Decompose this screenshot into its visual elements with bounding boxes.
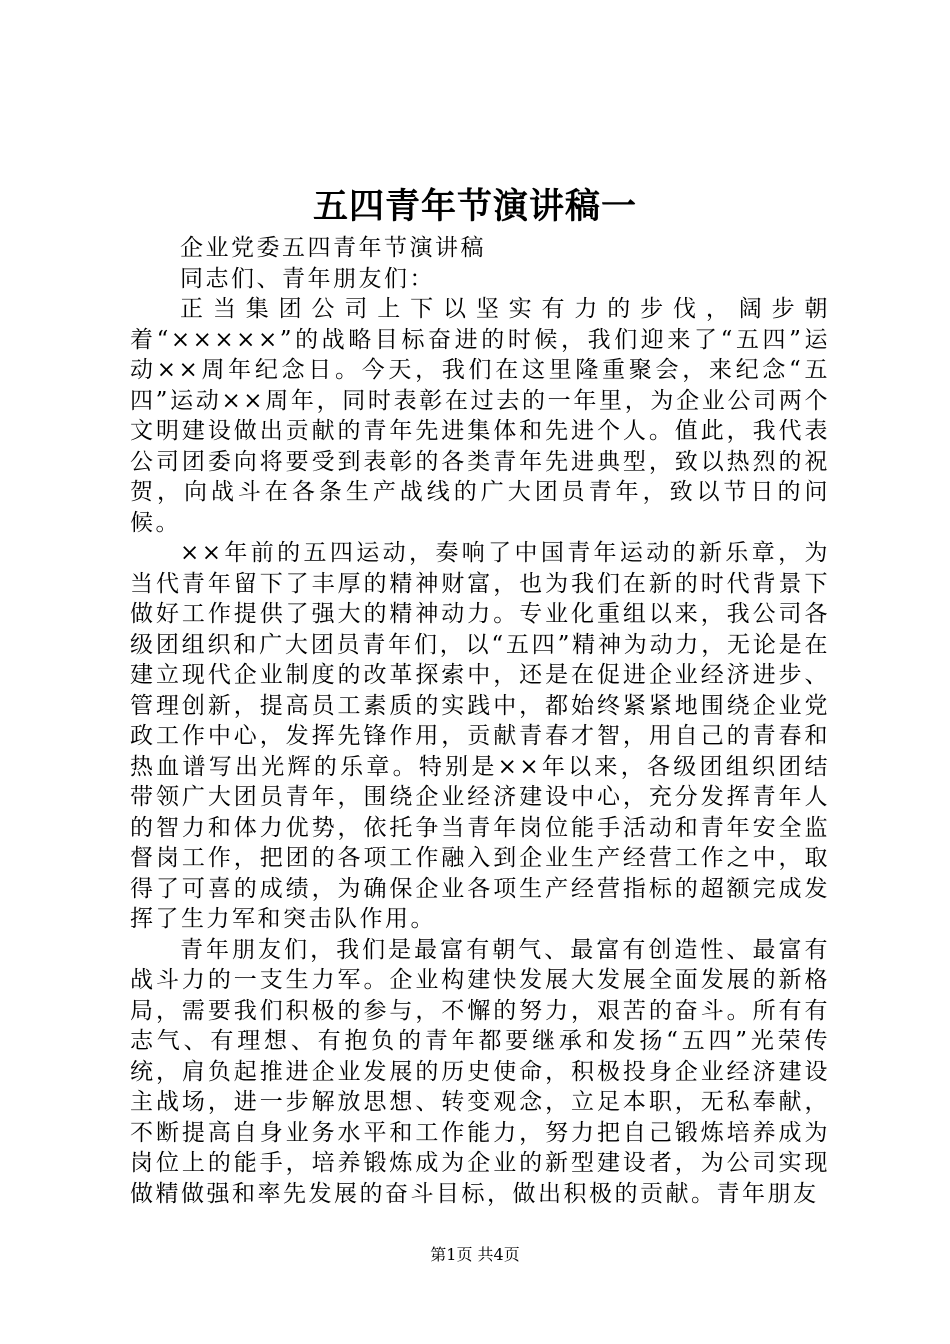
body-paragraph: 正当集团公司上下以坚实有力的步伐，阔步朝着“×××××”的战略目标奋进的时候，我们迎来了“五四”运动××周年纪念日。今天，我们在这里隆重聚会，来纪念“五四”运动××周年，同时表彰在过去的一年里，为企业公司两个文明建设做出贡献的青年先进集体和先进个人。值此，我代表公司团委向将要受到表彰的各类青年先进典型，致以热烈的祝贺，向战斗在各条生产战线的广大团员青年，致以节日的问候。 — [130, 296, 830, 536]
subtitle-paragraph: 企业党委五四青年节演讲稿 — [180, 235, 486, 261]
body-paragraph: ××年前的五四运动，奏响了中国青年运动的新乐章，为当代青年留下了丰厚的精神财富，也为我们在新的时代背景下做好工作提供了强大的精神动力。专业化重组以来，我公司各级团组织和广大团员青年们，以“五四”精神为动力，无论是在建立现代企业制度的改革探索中，还是在促进企业经济进步、管理创新，提高员工素质的实践中，都始终紧紧地围绕企业党政工作中心，发挥先锋作用，贡献青春才智，用自己的青春和热血谱写出光辉的乐章。特别是××年以来，各级团组织团结带领广大团员青年，围绕企业经济建设中心，充分发挥青年人的智力和体力优势，依托争当青年岗位能手活动和青年安全监督岗工作，把团的各项工作融入到企业生产经营工作之中，取得了可喜的成绩，为确保企业各项生产经营指标的超额完成发挥了生力军和突击队作用。 — [130, 540, 830, 932]
document-title: 五四青年节演讲稿一 — [312, 186, 637, 227]
salutation-paragraph: 同志们、青年朋友们： — [180, 265, 435, 292]
page-footer: 第1页 共4页 — [430, 1245, 520, 1264]
body-paragraph: 青年朋友们，我们是最富有朝气、最富有创造性、最富有战斗力的一支生力军。企业构建快发展大发展全面发展的新格局，需要我们积极的参与，不懈的努力，艰苦的奋斗。所有有志气、有理想、有抱负的青年都要继承和发扬“五四”光荣传统，肩负起推进企业发展的历史使命，积极投身企业经济建设主战场，进一步解放思想、转变观念，立足本职，无私奉献，不断提高自身业务水平和工作能力，努力把自己锻炼培养成为岗位上的能手，培养锻炼成为企业的新型建设者，为公司实现做精做强和率先发展的奋斗目标，做出积极的贡献。青年朋友 — [130, 936, 830, 1207]
document-body — [130, 233, 830, 1209]
